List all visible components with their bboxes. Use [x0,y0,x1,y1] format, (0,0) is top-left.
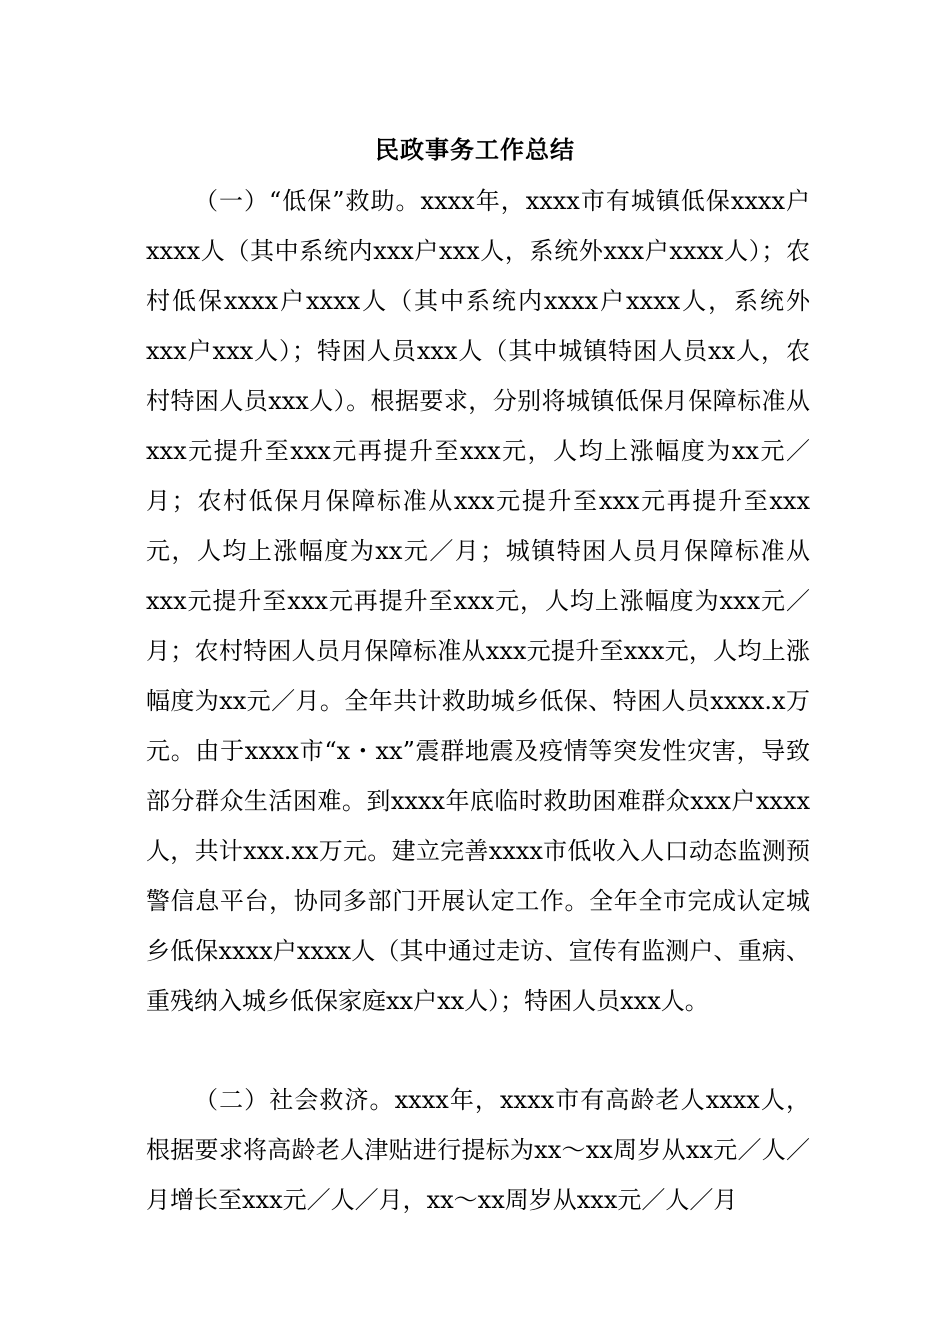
paragraph-social-relief: （二）社会救济。xxxx年，xxxx市有高龄老人xxxx人，根据要求将高龄老人津贴进行提标为xx～xx周岁从xx元／人／月增长至xxx元／人／月，xx～xx周岁从xxx元／人／月 [146,1086,810,1214]
paragraph-low-income-assistance: （一）“低保”救助。xxxx年，xxxx市有城镇低保xxxx户xxxx人（其中系统内xxx户xxx人，系统外xxx户xxxx人）；农村低保xxxx户xxxx人（其中系统内xxxx户xxxx人，系统外xxx户xxx人）；特困人员xxx人（其中城镇特困人员xx人，农村特困人员xxx人）。根据要求，分别将城镇低保月保障标准从xxx元提升至xxx元再提升至xxx元，人均上涨幅度为xx元／月；农村低保月保障标准从xxx元提升至xxx元再提升至xxx元，人均上涨幅度为xx元／月；城镇特困人员月保障标准从xxx元提升至xxx元再提升至xxx元，人均上涨幅度为xxx元／月；农村特困人员月保障标准从xxx元提升至xxx元，人均上涨幅度为xx元／月。全年共计救助城乡低保、特困人员xxxx.x万元。由于xxxx市“x・xx”震群地震及疫情等突发性灾害，导致部分群众生活困难。到xxxx年底临时救助困难群众xxx户xxxx人，共计xxx.xx万元。建立完善xxxx市低收入人口动态监测预警信息平台，协同多部门开展认定工作。全年全市完成认定城乡低保xxxx户xxxx人（其中通过走访、宣传有监测户、重病、重残纳入城乡低保家庭xx户xx人）；特困人员xxx人。 [146,187,810,1015]
document-title: 民政事务工作总结 [375,135,575,164]
